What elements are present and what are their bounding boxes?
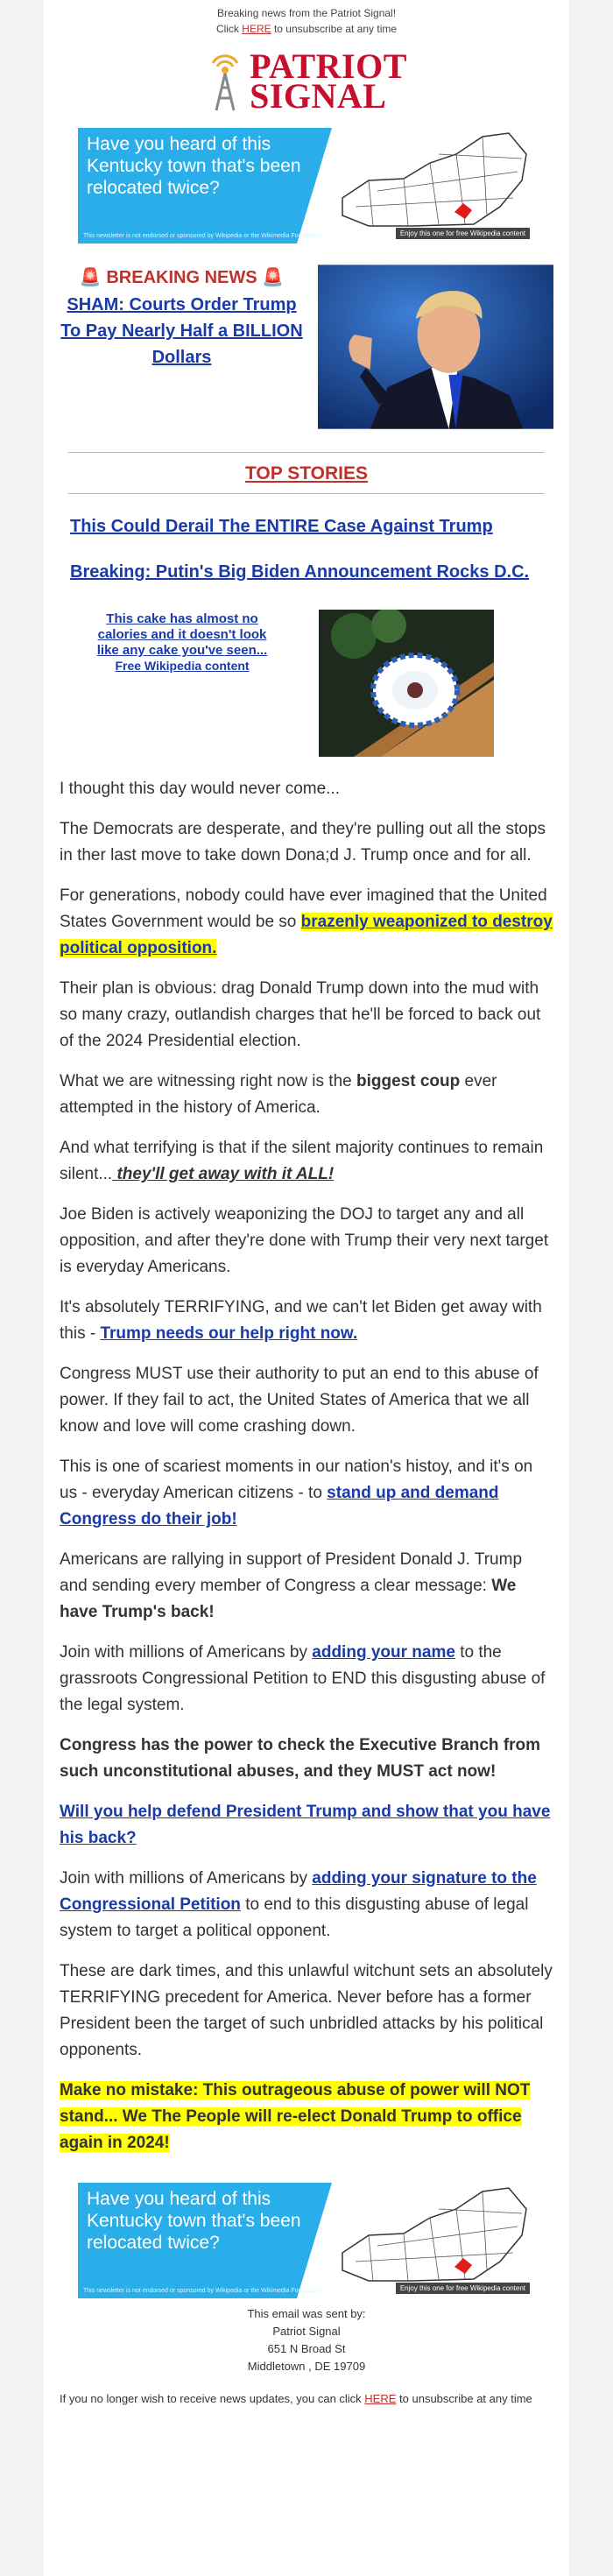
paragraph-text: Join with millions of Americans by bbox=[60, 1643, 313, 1662]
cake-source-link[interactable]: Free Wikipedia content bbox=[115, 659, 250, 673]
logo-wordmark bbox=[250, 46, 407, 116]
top-stories-list bbox=[44, 513, 569, 585]
kentucky-map-image bbox=[307, 2183, 535, 2298]
breaking-news-text bbox=[60, 265, 304, 429]
article-body bbox=[44, 776, 569, 2156]
top-story-link[interactable]: Breaking: Putin's Big Biden Announcement Rocks D.C. bbox=[70, 562, 530, 582]
highlighted-text: Make no mistake: This outrageous abuse of power will NOT stand... We The People will re-elect Donald Trump to office again in 2024! bbox=[60, 2081, 531, 2152]
paragraph: Congress MUST use their authority to put an end to this abuse of power. If they fail to act, the United States of America that we all know and love will come crashing down. bbox=[60, 1365, 539, 1436]
paragraph: Their plan is obvious: drag Donald Trump down into the mud with so many crazy, outlandish charges that he'll be forced to back out of the 2024 Presidential election. bbox=[60, 979, 541, 1050]
paragraph-text: It's absolutely TERRIFYING, and we can't let Biden get away with this - bbox=[60, 1298, 542, 1343]
footer-org: Patriot Signal bbox=[272, 2325, 341, 2338]
get-away-link[interactable]: they'll get away with it ALL! bbox=[112, 1165, 335, 1183]
paragraph bbox=[60, 1799, 553, 1852]
demand-congress-link[interactable]: stand up and demand Congress do their job! bbox=[60, 1484, 499, 1528]
footer-text: If you no longer wish to receive news updates, you can click bbox=[60, 2392, 365, 2405]
cake-photo[interactable] bbox=[319, 610, 494, 757]
breaking-news-headline-link[interactable]: SHAM: Courts Order Trump To Pay Nearly Half a BILLION Dollars bbox=[60, 295, 303, 367]
unsubscribe-link-bottom[interactable]: HERE bbox=[364, 2392, 397, 2405]
top-story-link[interactable]: This Could Derail The ENTIRE Case Against Trump bbox=[70, 517, 493, 536]
preheader-unsubscribe bbox=[44, 21, 569, 37]
trump-needs-help-link[interactable]: Trump needs our help right now. bbox=[100, 1324, 358, 1343]
paragraph bbox=[60, 2078, 553, 2156]
logo-line: SIGNAL bbox=[250, 76, 387, 116]
footer-address bbox=[44, 2305, 569, 2375]
defend-trump-link[interactable]: Will you help defend President Trump and show that you have his back? bbox=[60, 1803, 551, 1847]
ad-disclaimer: This newsletter is not endorsed or sponsored by Wikipedia or the Wikimedia Foundation bbox=[83, 233, 322, 239]
patriot-signal-logo[interactable] bbox=[44, 47, 569, 116]
breaking-news-block bbox=[44, 265, 569, 429]
ad-headline: Have you heard of this Kentucky town that's been relocated twice? bbox=[87, 134, 301, 198]
logo-line: PATRIOT bbox=[250, 46, 407, 86]
paragraph: Joe Biden is actively weaponizing the DOJ to target any and all opposition, and after they're done with Trump their very next target is everyday Americans. bbox=[60, 1205, 549, 1276]
paragraph bbox=[60, 1547, 553, 1626]
paragraph-text: Join with millions of Americans by bbox=[60, 1869, 313, 1888]
paragraph-text: to the grassroots Congressional Petition to END this disgusting abuse of the legal system. bbox=[60, 1643, 546, 1714]
paragraph-text: And what terrifying is that if the silent majority continues to remain silent... bbox=[60, 1139, 544, 1183]
ad-wikipedia-link[interactable]: Enjoy this one for free Wikipedia content bbox=[396, 2283, 530, 2294]
paragraph bbox=[60, 1454, 553, 1533]
paragraph: I thought this day would never come... bbox=[60, 780, 341, 798]
paragraph: These are dark times, and this unlawful witchunt sets an absolutely TERRIFYING precedent for America. Never before has a former President been the target of such unbridled attacks by his political opponents. bbox=[60, 1962, 553, 2059]
paragraph: Congress has the power to check the Executive Branch from such unconstitutional abuses, and they MUST act now! bbox=[60, 1736, 541, 1781]
ad-disclaimer: This newsletter is not endorsed or sponsored by Wikipedia or the Wikimedia Foundation bbox=[83, 2288, 322, 2294]
ad-banner-bottom[interactable] bbox=[78, 2183, 535, 2298]
add-signature-link[interactable]: adding your signature to the Congressional Petition bbox=[60, 1869, 537, 1914]
paragraph-text: Americans are rallying in support of President Donald J. Trump and sending every member of Congress a clear message: bbox=[60, 1550, 523, 1595]
paragraph-text: This is one of scariest moments in our nation's histoy, and it's on us - everyday American citizens - to bbox=[60, 1457, 533, 1502]
ad-headline: Have you heard of this Kentucky town that's been relocated twice? bbox=[87, 2189, 301, 2253]
cake-promo-text bbox=[60, 610, 305, 757]
weaponized-link[interactable]: brazenly weaponized to destroy political opposition. bbox=[60, 913, 553, 957]
paragraph bbox=[60, 1866, 553, 1944]
ad-banner-top[interactable] bbox=[78, 128, 535, 243]
unsubscribe-link-top[interactable]: HERE bbox=[242, 23, 271, 35]
top-stories-heading: TOP STORIES bbox=[244, 463, 369, 483]
paragraph-text: to end to this disgusting abuse of legal system to target a political opponent. bbox=[60, 1895, 529, 1940]
breaking-news-label: 🚨 BREAKING NEWS 🚨 bbox=[79, 268, 285, 287]
paragraph-text: ever attempted in the history of America. bbox=[60, 1072, 497, 1117]
paragraph-text: For generations, nobody could have ever imagined that the United States Government would be so bbox=[60, 886, 547, 931]
kentucky-map-image bbox=[307, 128, 535, 243]
divider bbox=[68, 493, 545, 494]
paragraph bbox=[60, 1069, 553, 1121]
paragraph: The Democrats are desperate, and they're pulling out all the stops in ther last move to take down Dona;d J. Trump once and for all. bbox=[60, 820, 546, 865]
trump-photo[interactable] bbox=[318, 265, 553, 429]
preheader bbox=[44, 0, 569, 37]
footer-unsubscribe bbox=[44, 2375, 569, 2407]
preheader-line: Breaking news from the Patriot Signal! bbox=[216, 7, 397, 19]
paragraph bbox=[60, 883, 553, 962]
radio-tower-icon bbox=[206, 51, 244, 112]
preheader-text: to unsubscribe at any time bbox=[271, 23, 398, 35]
cake-promo-link[interactable]: This cake has almost no calories and it doesn't look like any cake you've seen... bbox=[96, 611, 268, 658]
preheader-text: Click bbox=[215, 23, 243, 35]
bold-text: We have Trump's back! bbox=[60, 1577, 517, 1621]
footer-street: 651 N Broad St bbox=[267, 2342, 346, 2355]
paragraph bbox=[60, 1295, 553, 1347]
cake-promo bbox=[44, 610, 569, 757]
bold-text: biggest coup bbox=[356, 1072, 461, 1090]
footer-sent-by: This email was sent by: bbox=[247, 2307, 366, 2320]
footer-city: Middletown , DE 19709 bbox=[247, 2360, 366, 2373]
ad-wikipedia-link[interactable]: Enjoy this one for free Wikipedia content bbox=[396, 228, 530, 239]
add-name-link[interactable]: adding your name bbox=[312, 1643, 455, 1662]
paragraph bbox=[60, 1135, 553, 1188]
paragraph bbox=[60, 1640, 553, 1719]
paragraph-text: What we are witnessing right now is the bbox=[60, 1072, 356, 1090]
footer-text: to unsubscribe at any time bbox=[396, 2392, 532, 2405]
email-page bbox=[44, 0, 569, 2576]
